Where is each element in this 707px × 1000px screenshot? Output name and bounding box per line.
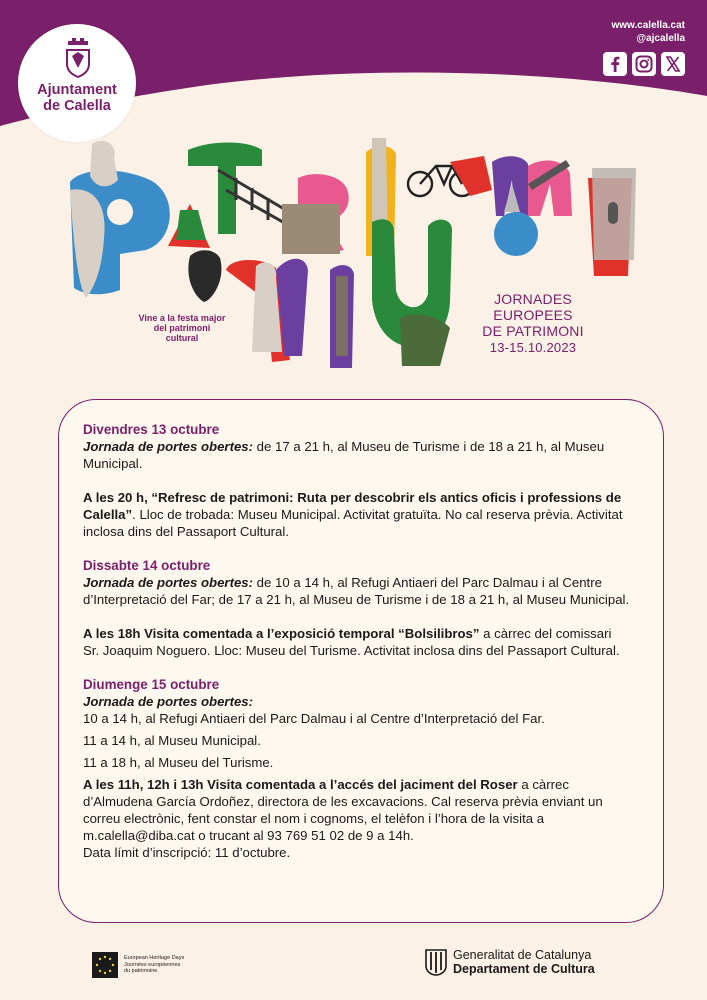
event-line3: DE PATRIMONI: [482, 323, 584, 339]
eu-stars-icon: [92, 952, 118, 978]
saturday-activity-text: a càrrec del comissari Sr. Joaquim Noguero. Lloc: Museu del Turisme. Activitat inclosa dins del Passaport Cultural.: [83, 626, 620, 658]
facebook-icon[interactable]: [603, 52, 627, 76]
sunday-open-label-line: [83, 693, 631, 710]
saturday-activity: [83, 625, 631, 659]
logo-line1: Ajuntament: [37, 82, 117, 98]
sunday-activity: [83, 776, 631, 844]
sunday-open-label: Jornada de portes obertes:: [83, 694, 254, 709]
x-icon[interactable]: [661, 52, 685, 76]
friday-heading: Divendres 13 octubre: [83, 422, 220, 437]
sunday-activity-text: a càrrec d’Almudena García Ordoñez, directora de les excavacions. Cal reserva prèvia enviant un correu electrònic, fent constar el nom i cognoms, el telèfon i l’hora de la visita a m.calella@diba.cat o trucant al 93 769 51 02 de 9 a 14h.: [83, 777, 603, 843]
saturday-open-label: Jornada de portes obertes:: [83, 575, 254, 590]
event-dates: 13-15.10.2023: [489, 340, 577, 355]
eu-line3: du patrimoine: [124, 968, 158, 975]
event-line1: JORNADES: [494, 291, 572, 307]
friday-open-hours: [83, 438, 631, 472]
saturday-open-hours: [83, 574, 631, 608]
tagline: Vine a la festa major del patrimoni cultural: [138, 313, 226, 343]
friday-open-text: de 17 a 21 h, al Museu de Turisme i de 18 a 21 h, al Museu Municipal.: [83, 439, 605, 471]
sunday-deadline: Data límit d’inscripció: 11 d’octubre.: [83, 845, 291, 860]
social-icons: [603, 52, 685, 76]
ajuntament-logo[interactable]: [18, 24, 136, 142]
friday-activity-title: A les 20 h, “Refresc de patrimoni: Ruta per descobrir els antics oficis i professions de Calella”: [83, 490, 622, 522]
sunday-line1: 10 a 14 h, al Refugi Antiaeri del Parc Dalmau i al Centre d’Interpretació del Far.: [83, 711, 545, 726]
event-line2: EUROPEES: [493, 307, 573, 323]
friday-activity-text: . Lloc de trobada: Museu Municipal. Activitat gratuïta. No cal reserva prèvia. Activitat inclosa dins del Passaport Cultural.: [83, 507, 623, 539]
saturday-open-text: de 10 a 14 h, al Refugi Antiaeri del Parc Dalmau i al Centre d’Interpretació del Far; de 17 a 21 h, al Museu de Turisme i de 18 a 21 h, al Museu Municipal.: [83, 575, 630, 607]
sunday-line2: 11 a 14 h, al Museu Municipal.: [83, 733, 261, 748]
eu-heritage-logo: [92, 952, 184, 978]
sunday-line3: 11 a 18 h, al Museu del Turisme.: [83, 755, 274, 770]
saturday-activity-title: A les 18h Visita comentada a l’exposició temporal “Bolsilibros”: [83, 626, 480, 641]
generalitat-logo: [425, 948, 595, 976]
sunday-activity-title: A les 11h, 12h i 13h Visita comentada a l’accés del jaciment del Roser: [83, 777, 518, 792]
patrimoni-illustration: [0, 130, 707, 390]
gen-line1: Generalitat de Catalunya: [453, 948, 592, 962]
eu-line1: European Heritage Days: [124, 955, 185, 962]
sunday-heading: Diumenge 15 octubre: [83, 677, 220, 692]
event-title: [478, 291, 588, 356]
logo-line2: de Calella: [43, 98, 111, 114]
program-content: [83, 421, 631, 861]
gen-line2: Departament de Cultura: [453, 962, 595, 976]
social-links: [611, 19, 685, 45]
generalitat-icon: [425, 948, 447, 976]
friday-open-label: Jornada de portes obertes:: [83, 439, 254, 454]
saturday-heading: Dissabte 14 octubre: [83, 558, 211, 573]
instagram-icon[interactable]: [632, 52, 656, 76]
crest-icon: [65, 38, 91, 78]
friday-activity: [83, 489, 631, 540]
social-handle[interactable]: @ajcalella: [636, 33, 685, 44]
eu-line2: Journées européennes: [124, 961, 181, 968]
website-link[interactable]: www.calella.cat: [611, 20, 685, 31]
logo-name: [18, 82, 136, 114]
